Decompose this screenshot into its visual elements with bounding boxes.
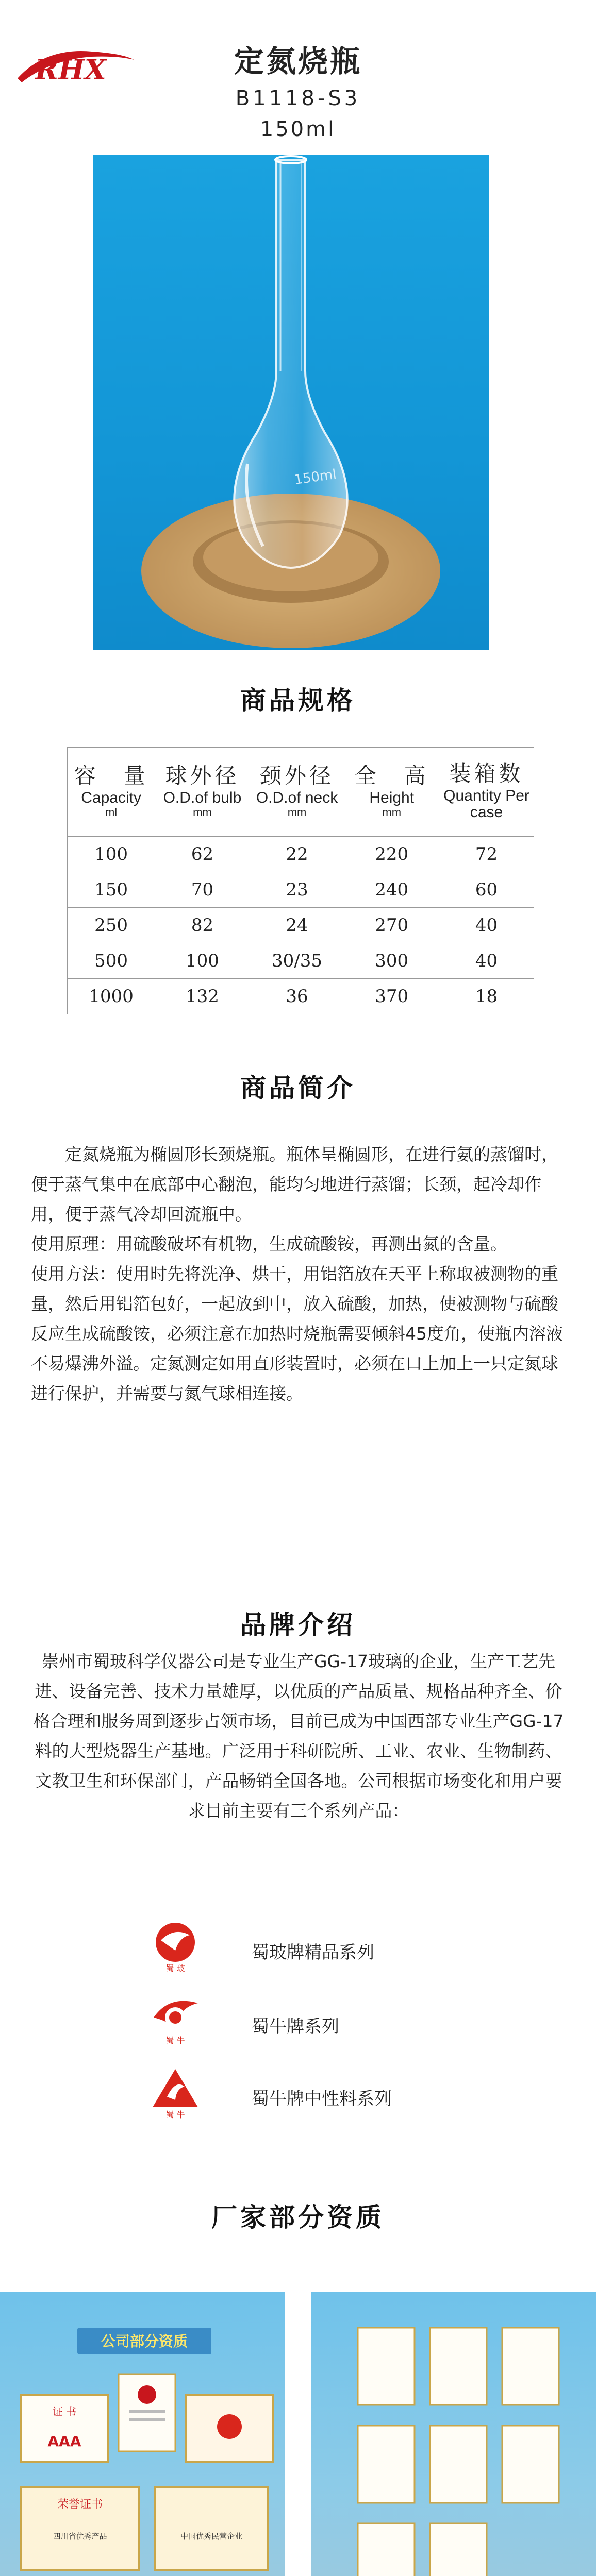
- intro-section-title: 商品简介: [240, 1073, 356, 1103]
- product-photo: [93, 155, 489, 650]
- certificate-card: [21, 2395, 108, 2462]
- intro-paragraph: 使用原理：用硫酸破坏有机物，生成硫酸铵，再测出氮的含量。: [31, 1234, 507, 1254]
- certificate-card: [21, 2487, 139, 2570]
- flask-volume-mark: 150ml: [293, 466, 338, 488]
- svg-text:蜀 玻: 蜀 玻: [165, 1963, 185, 1973]
- svg-text:证 书: 证 书: [52, 2405, 77, 2418]
- logo-text: RHX: [35, 53, 106, 86]
- shuniu-logo-icon: [148, 1992, 202, 2045]
- table-row: 150 70 23 240 60: [68, 872, 534, 908]
- brand-section-title: 品牌介绍: [240, 1610, 356, 1640]
- table-row: 500 100 30/35 300 40: [68, 943, 534, 979]
- svg-text:AAA: AAA: [47, 2433, 81, 2450]
- shubo-logo-icon: [148, 1920, 202, 1973]
- svg-text:荣誉证书: 荣誉证书: [57, 2498, 103, 2511]
- intro-text: [31, 1140, 565, 1409]
- certificates-panel-left: [0, 2292, 285, 2576]
- shuniu-neutral-logo-icon: [148, 2066, 202, 2120]
- certificate-card: [186, 2395, 273, 2462]
- intro-paragraph: 使用方法：使用时先将洗净、烘干，用铝箔放在天平上称取被测物的重量，然后用铝箔包好，一起放到中，放入硫酸，加热，使被测物与硫酸反应生成硫酸铵，必须注意在加热时烧瓶需要倾斜45度角，使瓶内溶液不易爆沸外溢。定氮测定如用直形装置时，必须在口上加上一只定氮球进行保护，并需要与氮气球相连接。: [31, 1264, 563, 1403]
- svg-text:四川省优秀产品: 四川省优秀产品: [53, 2532, 107, 2541]
- panel-title: 公司部分资质: [101, 2333, 188, 2350]
- svg-text:蜀 牛: 蜀 牛: [165, 2110, 185, 2120]
- specs-section-title: 商品规格: [240, 686, 356, 716]
- specs-table: [67, 747, 534, 1014]
- certificates-panel-right: [311, 2292, 596, 2576]
- qualifications-section-title: 厂家部分资质: [211, 2202, 385, 2232]
- series-label: 蜀玻牌精品系列: [252, 1942, 374, 1963]
- svg-text:蜀 牛: 蜀 牛: [165, 2036, 185, 2045]
- table-row: 100 62 22 220 72: [68, 837, 534, 872]
- intro-paragraph: 定氮烧瓶为椭圆形长颈烧瓶。瓶体呈椭圆形，在进行氨的蒸馏时，便于蒸气集中在底部中心翻泡，能均匀地进行蒸馏；长颈，起冷却作用，便于蒸气冷却回流瓶中。: [31, 1144, 558, 1224]
- specs-header-row: 容 量 Capacity ml 球外径 O.D.of bulb mm 颈外径 O.D.of neck mm 全 高 Height mm 装箱数 Quantity Per case: [68, 748, 534, 837]
- table-row: 1000 132 36 370 18: [68, 979, 534, 1014]
- brand-intro-text: 崇州市蜀玻科学仪器公司是专业生产GG-17玻璃的企业，生产工艺先进、设备完善、技术力量雄厚，以优质的产品质量、规格品种齐全、价格合理和服务周到逐步占领市场，目前已成为中国西部专业生产GG-17料的大型烧器生产基地。广泛用于科研院所、工业、农业、生物制药、文教卫生和环保部门，产品畅销全国各地。公司根据市场变化和用户要求目前主要有三个系列产品：: [33, 1651, 564, 1821]
- table-row: 250 82 24 270 40: [68, 908, 534, 943]
- svg-text:中国优秀民营企业: 中国优秀民营企业: [180, 2532, 243, 2541]
- certificate-card: [155, 2487, 268, 2570]
- flask-glass: [234, 160, 347, 568]
- series-label: 蜀牛牌中性料系列: [252, 2089, 392, 2109]
- certificate-card: [119, 2374, 175, 2451]
- product-model: B1118-S3: [235, 87, 361, 110]
- product-title: 定氮烧瓶: [234, 44, 362, 79]
- series-label: 蜀牛牌系列: [252, 2016, 339, 2037]
- product-volume: 150ml: [260, 117, 336, 141]
- certificate-grid: [358, 2328, 559, 2576]
